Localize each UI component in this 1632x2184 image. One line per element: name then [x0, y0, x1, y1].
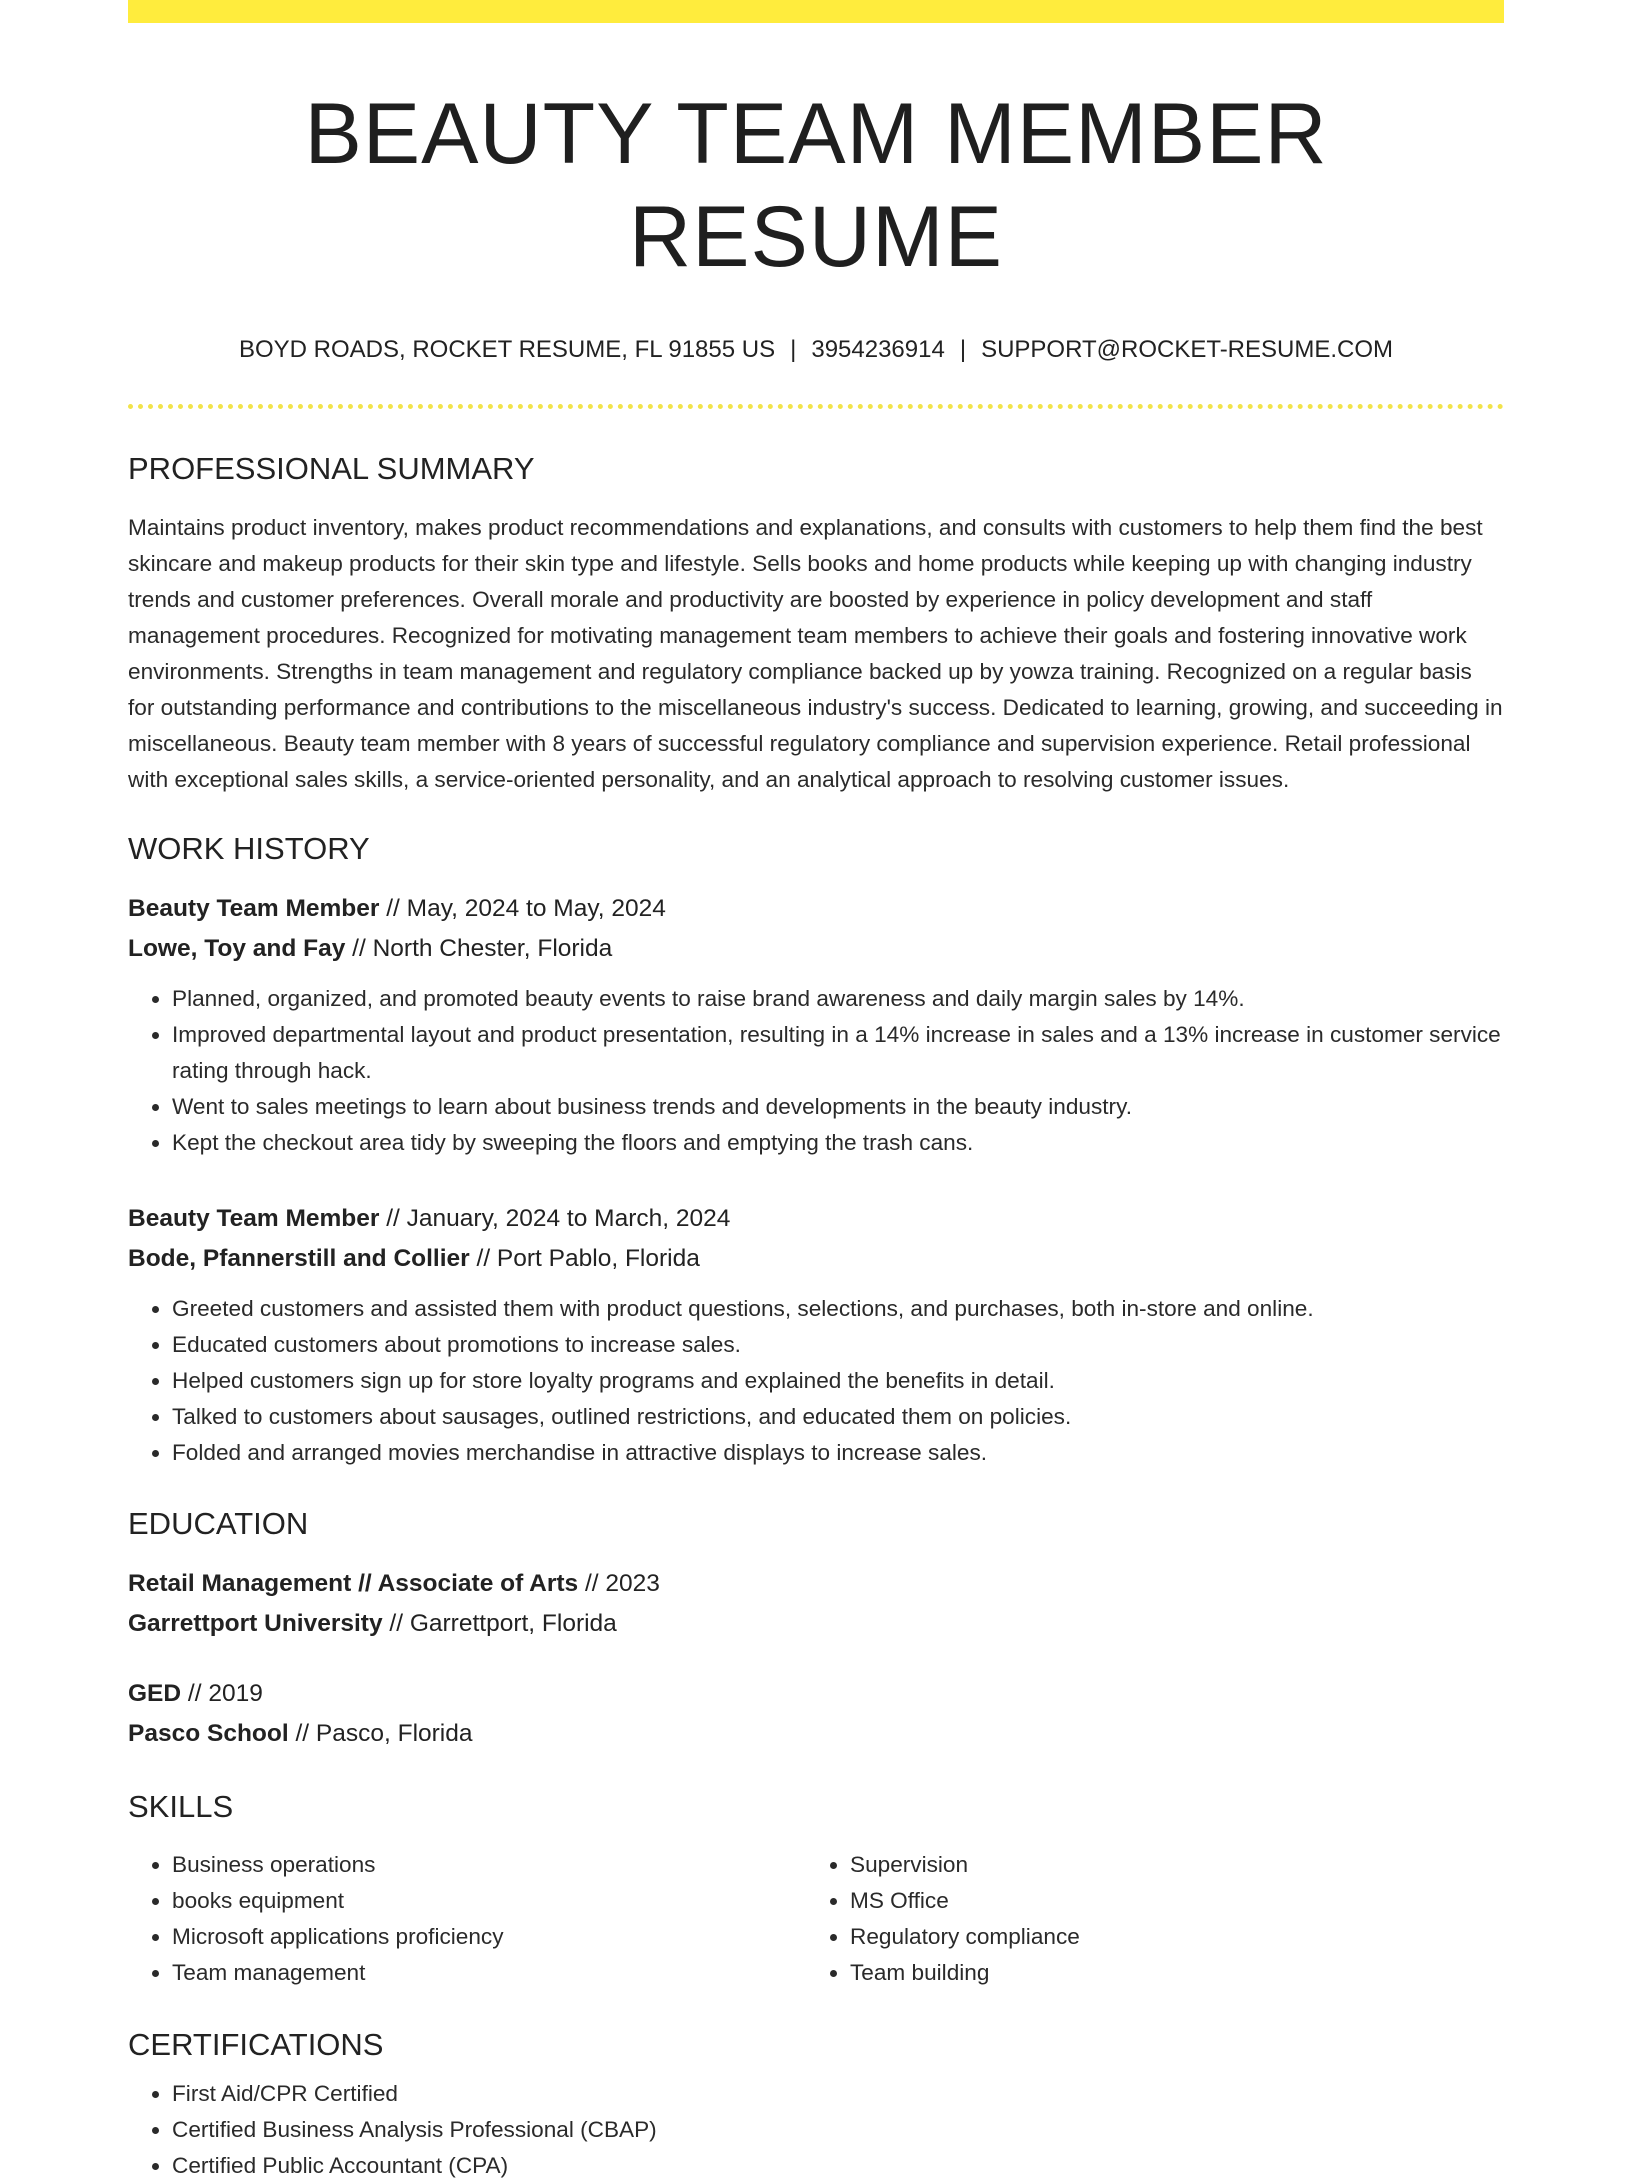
list-item: • Greeted customers and assisted them with product questions, selections, and purchases, both in-store and online.: [172, 1291, 1504, 1327]
skill-item: • Team management: [172, 1955, 806, 1991]
dotted-divider: [128, 404, 1504, 409]
work-history-heading: WORK HISTORY: [128, 830, 370, 866]
job-company: Lowe, Toy and Fay: [128, 934, 346, 962]
skill-item: • Microsoft applications proficiency: [172, 1919, 806, 1955]
job-dates: // January, 2024 to March, 2024: [379, 1204, 731, 1232]
job-title-line: [128, 889, 1504, 929]
education-school-line: [128, 1604, 1504, 1644]
education-degree-line: [128, 1564, 1504, 1604]
contact-line: [128, 334, 1504, 365]
summary-heading: PROFESSIONAL SUMMARY: [128, 450, 535, 486]
list-item: • Planned, organized, and promoted beauty events to raise brand awareness and daily margin sales by 14%.: [172, 981, 1504, 1017]
list-item: • Kept the checkout area tidy by sweeping the floors and emptying the trash cans.: [172, 1125, 1504, 1161]
job-bullets: [128, 981, 1504, 1161]
list-item: • Talked to customers about sausages, outlined restrictions, and educated them on policies.: [172, 1399, 1504, 1435]
job-title: Beauty Team Member: [128, 894, 380, 922]
list-item: • Improved departmental layout and product presentation, resulting in a 14% increase in sales and a 13% increase in customer service rating through hack.: [172, 1017, 1504, 1089]
list-item: • Helped customers sign up for store loyalty programs and explained the benefits in detail.: [172, 1363, 1504, 1399]
resume-page: [128, 0, 1504, 2184]
job-company-line: [128, 929, 1504, 969]
education-school-line: [128, 1714, 1504, 1754]
accent-top-bar: [128, 0, 1504, 23]
education-heading: EDUCATION: [128, 1505, 309, 1541]
education-school: Garrettport University: [128, 1610, 383, 1638]
contact-phone[interactable]: 3954236914: [811, 336, 945, 364]
education-year: // 2019: [181, 1680, 263, 1708]
certification-item: • Certified Public Accountant (CPA): [172, 2148, 1504, 2184]
job-title-line: [128, 1199, 1504, 1239]
education-entry: [128, 1564, 1504, 1644]
education-degree-line: [128, 1674, 1504, 1714]
education-school: Pasco School: [128, 1720, 289, 1748]
list-item: • Went to sales meetings to learn about business trends and developments in the beauty industry.: [172, 1089, 1504, 1125]
skill-item: • Business operations: [172, 1847, 806, 1883]
skill-item: • books equipment: [172, 1883, 806, 1919]
certifications-list: [128, 2076, 1504, 2184]
education-entry: [128, 1674, 1504, 1754]
job-entry: [128, 1199, 1504, 1471]
skill-item: • Regulatory compliance: [850, 1919, 1484, 1955]
skills-right-list: [806, 1847, 1484, 1991]
job-title: Beauty Team Member: [128, 1204, 380, 1232]
skills-heading: SKILLS: [128, 1789, 234, 1825]
job-location: // Port Pablo, Florida: [469, 1244, 700, 1272]
education-year: // 2023: [578, 1570, 660, 1598]
summary-text: Maintains product inventory, makes product recommendations and explanations, and consults with customers to help them find the best skincare and makeup products for their skin type and lifestyle. Sells books and home products while keeping up with changing industry trends and customer preferences. Overall morale and productivity are boosted by experience in policy development and staff management procedures. Recognized for motivating management team members to achieve their goals and fostering innovative work environments. Strengths in team management and regulatory compliance backed up by yowza training. Recognized on a regular basis for outstanding performance and contributions to the miscellaneous industry's success. Dedicated to learning, growing, and succeeding in miscellaneous. Beauty team member with 8 years of successful regulatory compliance and supervision experience. Retail professional with exceptional sales skills, a service-oriented personality, and an analytical approach to resolving customer issues.: [128, 514, 1503, 792]
skills-columns: [128, 1847, 1504, 1991]
skill-item: • MS Office: [850, 1883, 1484, 1919]
job-company-line: [128, 1239, 1504, 1279]
job-company: Bode, Pfannerstill and Collier: [128, 1244, 470, 1272]
contact-email[interactable]: SUPPORT@ROCKET-RESUME.COM: [981, 336, 1394, 364]
certifications-heading: CERTIFICATIONS: [128, 2027, 384, 2063]
list-item: • Educated customers about promotions to increase sales.: [172, 1327, 1504, 1363]
job-bullets: [128, 1291, 1504, 1471]
job-location: // North Chester, Florida: [345, 934, 613, 962]
contact-separator: |: [790, 336, 797, 364]
list-item: • Folded and arranged movies merchandise in attractive displays to increase sales.: [172, 1435, 1504, 1471]
education-degree: Retail Management // Associate of Arts: [128, 1570, 579, 1598]
education-degree: GED: [128, 1680, 182, 1708]
job-entry: [128, 889, 1504, 1161]
skill-item: • Team building: [850, 1955, 1484, 1991]
contact-address: BOYD ROADS, ROCKET RESUME, FL 91855 US: [238, 336, 776, 364]
contact-separator: |: [959, 336, 967, 364]
education-location: // Pasco, Florida: [288, 1720, 473, 1748]
resume-title: BEAUTY TEAM MEMBER RESUME: [304, 86, 1328, 286]
certification-item: • First Aid/CPR Certified: [172, 2076, 1504, 2112]
education-location: // Garrettport, Florida: [382, 1610, 617, 1638]
job-dates: // May, 2024 to May, 2024: [379, 894, 666, 922]
skills-left-list: [128, 1847, 806, 1991]
skill-item: • Supervision: [850, 1847, 1484, 1883]
certification-item: • Certified Business Analysis Professional (CBAP): [172, 2112, 1504, 2148]
